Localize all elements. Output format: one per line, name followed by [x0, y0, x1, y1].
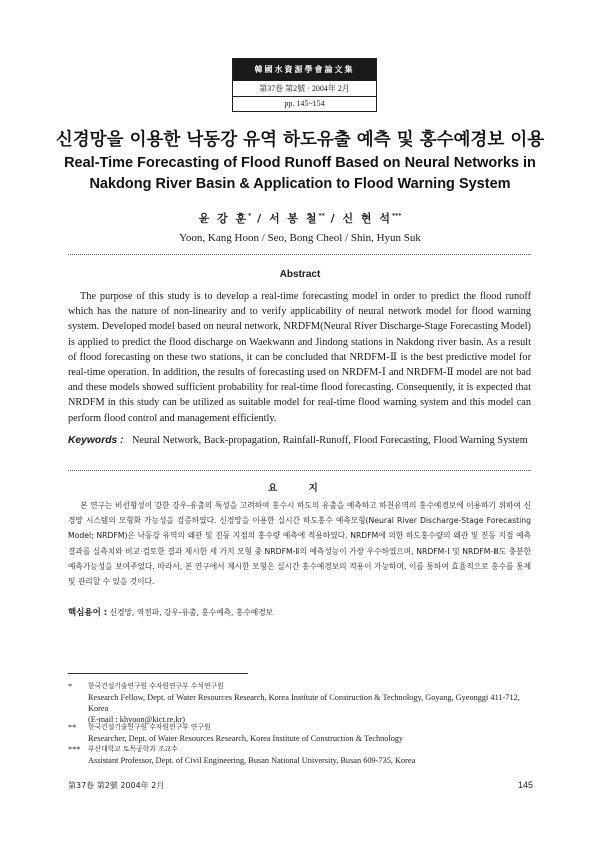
footnote-3-mark: ***	[68, 745, 81, 754]
author-1-mark: *	[248, 212, 252, 220]
abstract-body: The purpose of this study is to develop a real-time forecasting model in order to predict the flood runoff which has the nature of non-linearity and to verify applicability of neural network model for flood warning system. Developed model based on neural network, NRDFM(Neural River Discharge-Stage Forecasting Model) is applied to predict the flood discharge on Waekwann and Jindong stations in Nakdong river basin. As a result of flood forecasting on these two stations, it can be concluded that NRDFM-Ⅱ is the best predictive model for real-time operation. In addition, the results of forecasting used on NRDFM-Ⅰ and NRDFM-Ⅱ model are not bad and these models showed sufficient probability for real-time flood forecasting. Consequently, it is expected that NRDFM in this study can be utilized as suitable model for real-time flood warning system and this model can perform flood control and management efficiently.	[68, 291, 531, 424]
author-2-mark: **	[318, 212, 325, 220]
author-3-name: 신 현 석	[342, 212, 392, 225]
page-number: 145	[518, 780, 534, 790]
journal-name: 韓國水資源學會論文集	[233, 59, 376, 81]
abstract-heading: Abstract	[279, 269, 321, 280]
footnote-3-english: Assistant Professor, Dept. of Civil Engineering, Busan National University, Busan 609-735, Korea	[88, 756, 416, 765]
keywords-label: Keywords :	[68, 435, 124, 446]
footer-issue: 第37卷 第2號 2004年 2月	[68, 781, 165, 790]
journal-volume: 第37卷 第2號 · 2004年 2月	[233, 81, 376, 97]
korean-keywords-text: 신경망, 역전파, 강우-유출, 홍수예측, 홍수예경보	[109, 608, 274, 617]
title-english: Real-Time Forecasting of Flood Runoff Based on Neural Networks in Nakdong River Basin & Application to Flood Warning System	[64, 155, 536, 192]
divider-top	[68, 254, 531, 255]
korean-abstract-body: 본 연구는 비선형성이 강한 강우-유출의 특성을 고려하여 홍수시 하도의 유출을 예측하고 하천유역의 홍수예경보에 이용하기 위하여 신경망 시스템의 모형화 가능성을 검증하였다. 신경망을 이용한 실시간 하도홍수 예측모형(Neural River Discharge-Stage Forecasting Model; NRDFM)은 낙동강 유역의 왜관 및 진동 지점의 홍수량 예측에 적용하였다. NRDFM에 의한 하도홍수량의 왜관 및 진동 지점 예측결과를 실측치와 비교·검토한 결과 제시한 세 가지 모형 중 NRDFM-Ⅱ의 예측성능이 가장 우수하였으며, NRDFM-Ⅰ 및 NRDFM-Ⅲ도 충분한 예측가능성을 보여주었다. 따라서, 본 연구에서 제시한 모형은 실시간 홍수예경보의 적용이 가능하며, 이를 통하여 효율적으로 홍수를 통제 및 관리할 수 있을 것이다.	[68, 501, 531, 587]
footnote-1-korean: 한국건설기술연구원 수자원연구부 수석연구원	[88, 682, 224, 690]
journal-pages: pp. 145~154	[284, 99, 325, 108]
keywords-text: Neural Network, Back-propagation, Rainfall-Runoff, Flood Forecasting, Flood Warning System	[132, 435, 528, 446]
footnote-1-email: (E-mail : khyoon@kict.re.kr)	[88, 715, 186, 724]
footnote-1-mark: *	[68, 682, 73, 691]
journal-header-box	[232, 58, 377, 112]
author-separator: /	[324, 212, 343, 225]
footnote-2	[68, 722, 531, 744]
footnote-2-korean: 한국건설기술연구원 수자원연구부 연구원	[88, 723, 211, 731]
footnote-rule	[68, 673, 248, 674]
author-2-name: 서 봉 철	[268, 212, 319, 225]
footnote-2-english: Researcher, Dept. of Water Resources Research, Korea Institute of Construction & Technology	[88, 734, 404, 743]
footnote-1-english: Research Fellow, Dept. of Water Resources Research, Korea Institute of Construction & Technology, Goyang, Gyeonggi 411-712, Korea	[88, 693, 520, 713]
authors-korean	[0, 210, 600, 226]
korean-abstract-heading: 요 지	[268, 483, 332, 494]
footnote-3-korean: 부산대학교 토목공학과 조교수	[88, 745, 178, 753]
footnote-3	[68, 744, 531, 766]
title-korean: 신경망을 이용한 낙동강 유역 하도유출 예측 및 홍수예경보 이용	[55, 130, 545, 150]
footnote-1	[68, 681, 531, 725]
authors-english: Yoon, Kang Hoon / Seo, Bong Cheol / Shin, Hyun Suk	[179, 232, 421, 244]
footnote-2-mark: **	[68, 723, 77, 732]
korean-keywords	[68, 606, 531, 618]
korean-keywords-label: 핵심용어 :	[68, 608, 108, 618]
author-1-name: 윤 강 훈	[198, 212, 249, 225]
divider-middle	[68, 470, 531, 471]
author-separator: /	[251, 212, 269, 225]
keywords	[68, 433, 531, 448]
author-3-mark: ***	[392, 212, 402, 220]
